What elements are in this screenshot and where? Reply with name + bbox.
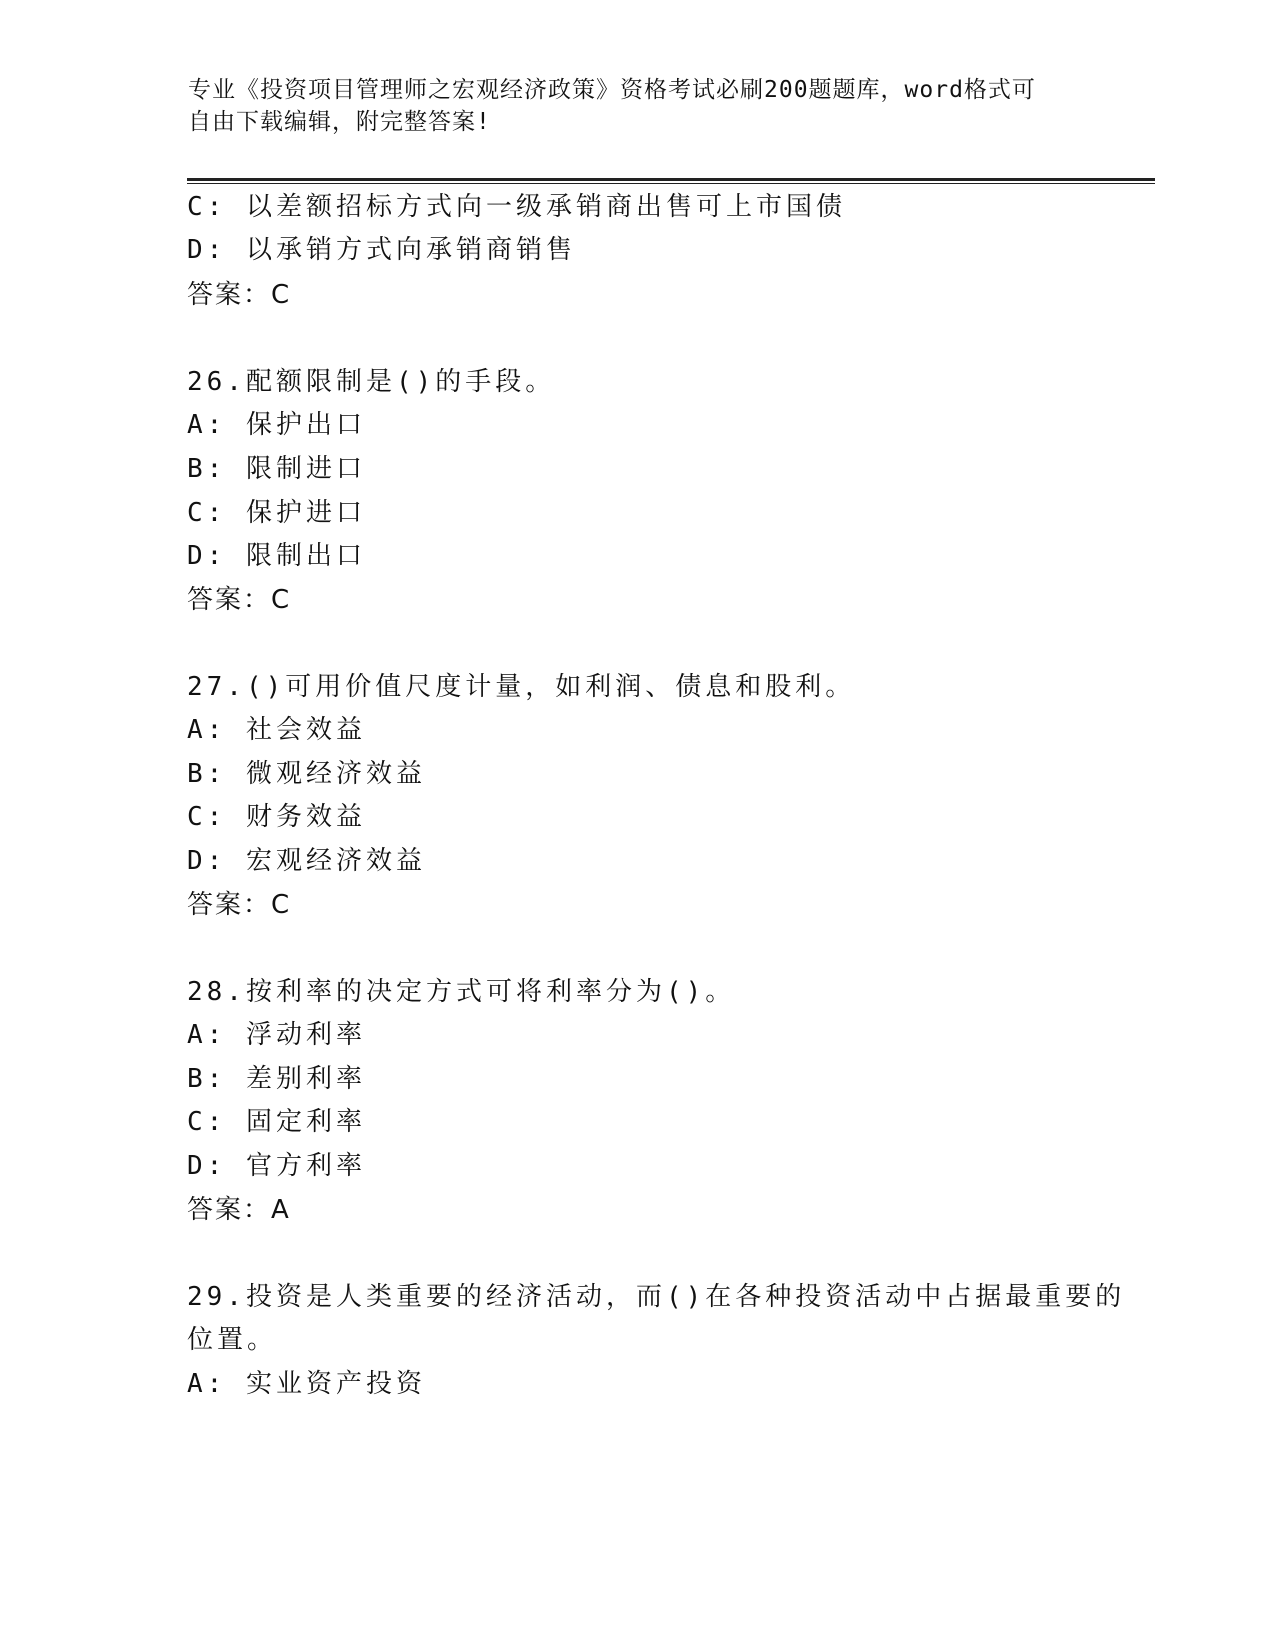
q29-option-a: A: 实业资产投资: [187, 1369, 426, 1399]
header-line-2: 自由下载编辑，附完整答案!: [188, 109, 491, 135]
q27-option-c: C: 财务效益: [187, 802, 366, 832]
q25-option-c: C: 以差额招标方式向一级承销商出售可上市国债: [187, 192, 846, 222]
q28-option-c: C: 固定利率: [187, 1107, 366, 1137]
header-divider-thin: [187, 183, 1155, 184]
document-header: [188, 74, 1088, 138]
q26-option-d: D: 限制出口: [187, 541, 366, 571]
q27-option-a: A: 社会效益: [187, 715, 366, 745]
q27-option-d: D: 宏观经济效益: [187, 846, 426, 876]
q25-option-d: D: 以承销方式向承销商销售: [187, 235, 576, 265]
q27-stem: 27.()可用价值尺度计量，如利润、债息和股利。: [187, 672, 856, 702]
q29-stem-line-2: 位置。: [187, 1325, 278, 1355]
q29-stem-line-1: 29.投资是人类重要的经济活动，而()在各种投资活动中占据最重要的: [187, 1282, 1126, 1312]
q27-option-b: B: 微观经济效益: [187, 759, 426, 789]
q26-answer: 答案：C: [187, 585, 292, 615]
q28-stem: 28.按利率的决定方式可将利率分为()。: [187, 977, 736, 1007]
q28-option-d: D: 官方利率: [187, 1151, 366, 1181]
header-divider-thick: [187, 178, 1155, 181]
q28-option-a: A: 浮动利率: [187, 1020, 366, 1050]
q26-stem: 26.配额限制是()的手段。: [187, 367, 556, 397]
q27-answer: 答案：C: [187, 890, 292, 920]
q26-option-c: C: 保护进口: [187, 498, 366, 528]
q25-answer: 答案：C: [187, 280, 292, 310]
q26-option-a: A: 保护出口: [187, 410, 366, 440]
q26-option-b: B: 限制进口: [187, 454, 366, 484]
q28-answer: 答案：A: [187, 1195, 291, 1225]
header-line-1: 专业《投资项目管理师之宏观经济政策》资格考试必刷200题题库，word格式可: [188, 77, 1036, 103]
q28-option-b: B: 差别利率: [187, 1064, 366, 1094]
